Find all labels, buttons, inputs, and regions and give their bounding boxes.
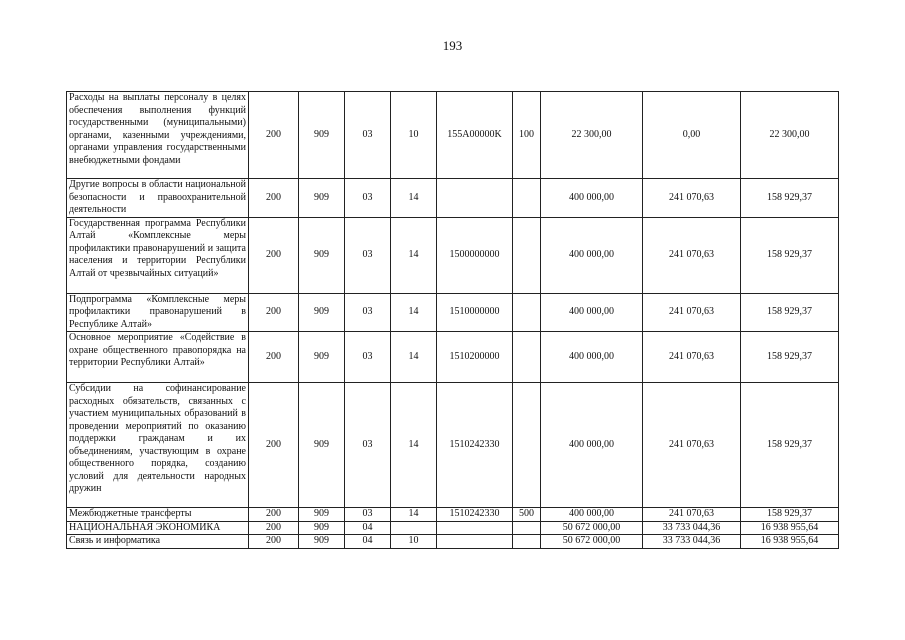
cell-v2: 241 070,63: [643, 383, 741, 508]
cell-v3: 158 929,37: [741, 179, 839, 218]
cell-v3: 22 300,00: [741, 92, 839, 179]
cell-c2: 909: [299, 179, 345, 218]
cell-v2: 241 070,63: [643, 332, 741, 383]
cell-c4: 14: [391, 217, 437, 293]
row-name: Расходы на выплаты персоналу в целях обеспечения выполнения функций государственными (муниципальными) органами, казенными учреждениями, органами управления государственными внебюджетными фондами: [67, 92, 249, 179]
cell-c2: 909: [299, 521, 345, 535]
cell-c1: 200: [249, 293, 299, 332]
cell-c1: 200: [249, 383, 299, 508]
cell-c5: 1510242330: [437, 383, 513, 508]
cell-c5: [437, 521, 513, 535]
cell-v1: 400 000,00: [541, 293, 643, 332]
row-name: Другие вопросы в области национальной безопасности и правоохранительной деятельности: [67, 179, 249, 218]
cell-c2: 909: [299, 383, 345, 508]
cell-c6: [513, 535, 541, 549]
row-name: НАЦИОНАЛЬНАЯ ЭКОНОМИКА: [67, 521, 249, 535]
cell-c5: [437, 535, 513, 549]
cell-c1: 200: [249, 508, 299, 522]
cell-c3: 04: [345, 521, 391, 535]
cell-c1: 200: [249, 521, 299, 535]
cell-c4: 10: [391, 535, 437, 549]
table-row: [67, 293, 839, 332]
cell-c6: 500: [513, 508, 541, 522]
cell-c4: 14: [391, 179, 437, 218]
cell-c3: 03: [345, 293, 391, 332]
cell-c5: 1500000000: [437, 217, 513, 293]
table-row: [67, 508, 839, 522]
cell-c5: [437, 179, 513, 218]
cell-c6: [513, 217, 541, 293]
cell-c4: [391, 521, 437, 535]
cell-v1: 50 672 000,00: [541, 521, 643, 535]
table-row: [67, 217, 839, 293]
page-number: 193: [442, 38, 463, 53]
cell-v1: 50 672 000,00: [541, 535, 643, 549]
cell-c4: 14: [391, 508, 437, 522]
cell-c1: 200: [249, 92, 299, 179]
row-name: Подпрограмма «Комплексные меры профилактики правонарушений в Республике Алтай»: [67, 293, 249, 332]
cell-v1: 400 000,00: [541, 179, 643, 218]
row-name: Субсидии на софинансирование расходных обязательств, связанных с участием муниципальных образований в проведении мероприятий по оказанию поддержки гражданам и их объединениям, участвующим в охране общественного порядка, созданию условий для деятельности народных дружин: [67, 383, 249, 508]
cell-c6: [513, 293, 541, 332]
cell-v3: 16 938 955,64: [741, 521, 839, 535]
cell-c3: 03: [345, 332, 391, 383]
cell-v1: 400 000,00: [541, 383, 643, 508]
cell-c3: 03: [345, 92, 391, 179]
cell-c1: 200: [249, 332, 299, 383]
cell-v2: 241 070,63: [643, 217, 741, 293]
row-name: Государственная программа Республики Алтай «Комплексные меры профилактики правонарушений и защита населения и территории Республики Алтай от чрезвычайных ситуаций»: [67, 217, 249, 293]
cell-c4: 14: [391, 293, 437, 332]
table-row: [67, 92, 839, 179]
cell-v1: 400 000,00: [541, 332, 643, 383]
cell-c3: 04: [345, 535, 391, 549]
table-row: [67, 332, 839, 383]
cell-c6: 100: [513, 92, 541, 179]
cell-v2: 33 733 044,36: [643, 521, 741, 535]
cell-v3: 16 938 955,64: [741, 535, 839, 549]
cell-v1: 400 000,00: [541, 508, 643, 522]
cell-c5: 1510200000: [437, 332, 513, 383]
table-row: [67, 179, 839, 218]
cell-v1: 400 000,00: [541, 217, 643, 293]
cell-c6: [513, 383, 541, 508]
cell-v2: 241 070,63: [643, 508, 741, 522]
cell-v2: 241 070,63: [643, 179, 741, 218]
row-name: Основное мероприятие «Содействие в охране общественного правопорядка на территории Республики Алтай»: [67, 332, 249, 383]
cell-c6: [513, 332, 541, 383]
cell-c1: 200: [249, 179, 299, 218]
cell-c2: 909: [299, 92, 345, 179]
cell-c2: 909: [299, 332, 345, 383]
cell-c2: 909: [299, 508, 345, 522]
cell-c6: [513, 521, 541, 535]
cell-c2: 909: [299, 293, 345, 332]
cell-c2: 909: [299, 217, 345, 293]
cell-v2: 241 070,63: [643, 293, 741, 332]
cell-c3: 03: [345, 383, 391, 508]
row-name: Связь и информатика: [67, 535, 249, 549]
cell-v3: 158 929,37: [741, 383, 839, 508]
cell-c4: 10: [391, 92, 437, 179]
cell-c6: [513, 179, 541, 218]
table-row: [67, 535, 839, 549]
cell-v1: 22 300,00: [541, 92, 643, 179]
cell-v3: 158 929,37: [741, 217, 839, 293]
row-name: Межбюджетные трансферты: [67, 508, 249, 522]
table-row: [67, 521, 839, 535]
cell-v3: 158 929,37: [741, 332, 839, 383]
cell-c5: 1510242330: [437, 508, 513, 522]
cell-c1: 200: [249, 217, 299, 293]
cell-c3: 03: [345, 179, 391, 218]
cell-c1: 200: [249, 535, 299, 549]
cell-v3: 158 929,37: [741, 293, 839, 332]
cell-v2: 33 733 044,36: [643, 535, 741, 549]
cell-c4: 14: [391, 383, 437, 508]
cell-c5: 155A00000K: [437, 92, 513, 179]
budget-table: [66, 91, 839, 549]
cell-v3: 158 929,37: [741, 508, 839, 522]
cell-c4: 14: [391, 332, 437, 383]
table-row: [67, 383, 839, 508]
cell-v2: 0,00: [643, 92, 741, 179]
cell-c5: 1510000000: [437, 293, 513, 332]
cell-c2: 909: [299, 535, 345, 549]
cell-c3: 03: [345, 217, 391, 293]
cell-c3: 03: [345, 508, 391, 522]
